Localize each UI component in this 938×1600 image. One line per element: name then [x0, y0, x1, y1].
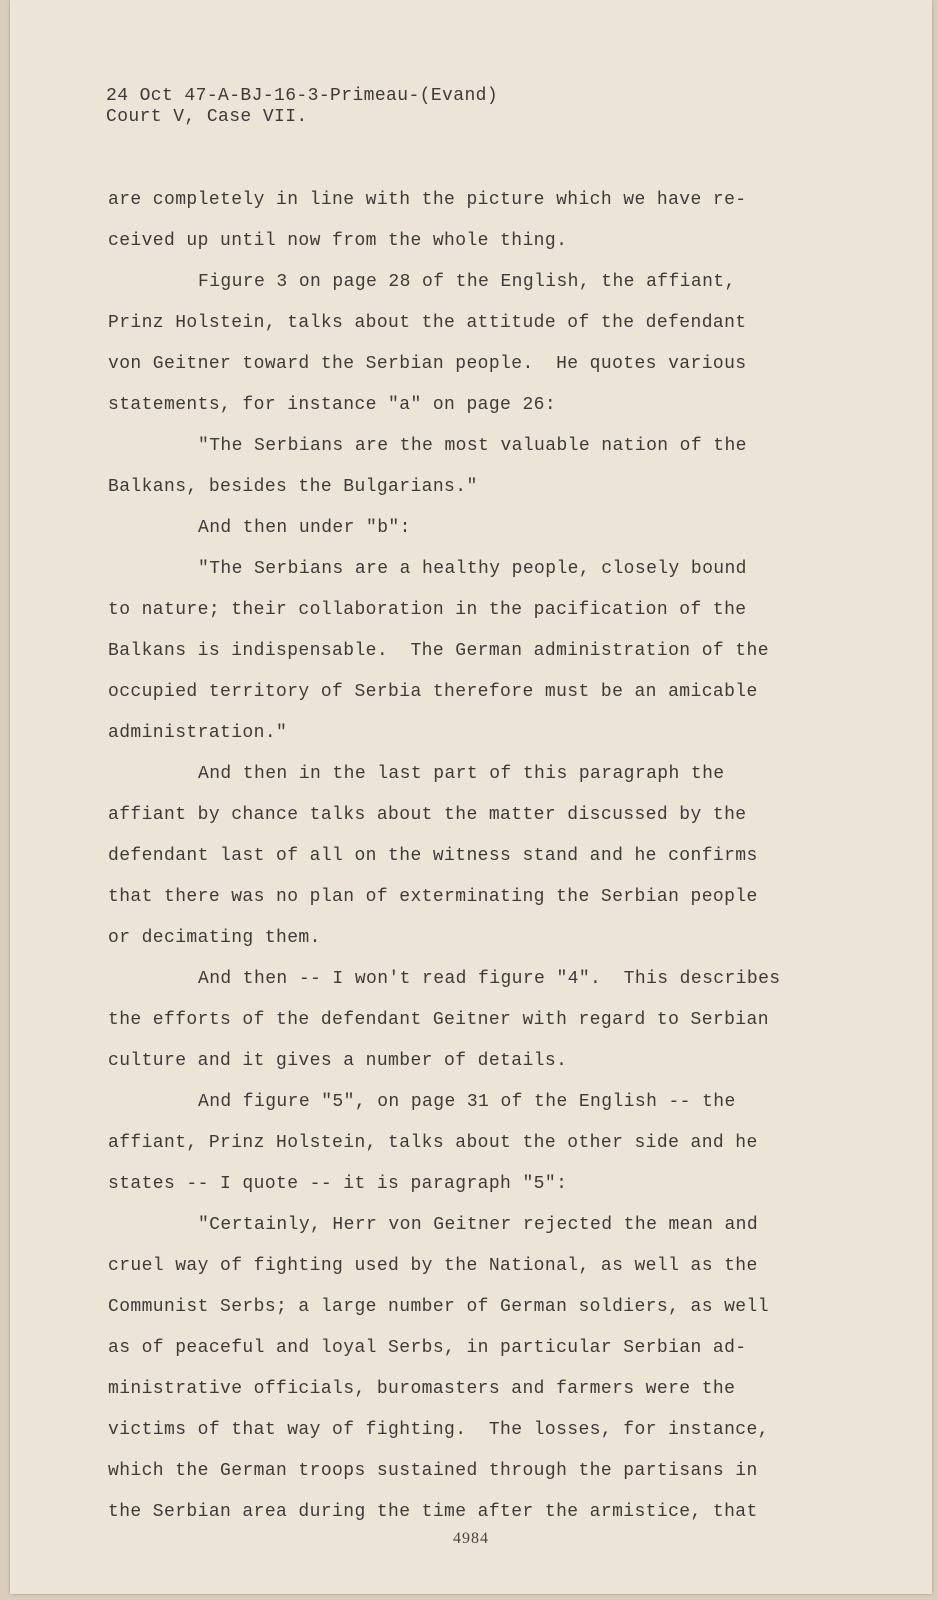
transcript-line: to nature; their collaboration in the pacification of the — [108, 600, 747, 620]
transcript-line: ceived up until now from the whole thing. — [108, 231, 568, 251]
transcript-line: statements, for instance "a" on page 26: — [108, 395, 557, 415]
transcript-line: "The Serbians are the most valuable nation of the — [198, 436, 747, 456]
transcript-line: the efforts of the defendant Geitner with regard to Serbian — [108, 1010, 769, 1030]
transcript-line: ministrative officials, buromasters and farmers were the — [108, 1379, 736, 1399]
page-number: 4984 — [453, 1530, 489, 1547]
transcript-line: culture and it gives a number of details. — [108, 1051, 568, 1071]
transcript-line: And then in the last part of this paragraph the — [198, 764, 725, 784]
transcript-line: cruel way of fighting used by the National, as well as the — [108, 1256, 758, 1276]
header-court-line: Court V, Case VII. — [106, 107, 308, 127]
transcript-line: states -- I quote -- it is paragraph "5": — [108, 1174, 568, 1194]
transcript-body — [108, 180, 868, 1533]
transcript-line: are completely in line with the picture which we have re- — [108, 190, 747, 210]
transcript-line: Communist Serbs; a large number of German soldiers, as well — [108, 1297, 769, 1317]
transcript-line: affiant, Prinz Holstein, talks about the other side and he — [108, 1133, 758, 1153]
transcript-line: which the German troops sustained through the partisans in — [108, 1461, 758, 1481]
transcript-line: Prinz Holstein, talks about the attitude of the defendant — [108, 313, 747, 333]
transcript-line: And then under "b": — [198, 518, 411, 538]
transcript-line: "The Serbians are a healthy people, closely bound — [198, 559, 747, 579]
transcript-line: "Certainly, Herr von Geitner rejected the mean and — [198, 1215, 759, 1235]
transcript-line: affiant by chance talks about the matter discussed by the — [108, 805, 747, 825]
transcript-line: Balkans, besides the Bulgarians." — [108, 477, 478, 497]
transcript-line: defendant last of all on the witness stand and he confirms — [108, 846, 758, 866]
transcript-line: the Serbian area during the time after the armistice, that — [108, 1502, 758, 1522]
transcript-line: Balkans is indispensable. The German administration of the — [108, 641, 769, 661]
header-reference-line: 24 Oct 47-A-BJ-16-3-Primeau-(Evand) — [106, 86, 499, 106]
transcript-line: And figure "5", on page 31 of the English -- the — [198, 1092, 736, 1112]
transcript-line: occupied territory of Serbia therefore must be an amicable — [108, 682, 758, 702]
transcript-line: And then -- I won't read figure "4". This describes — [198, 969, 781, 989]
transcript-line: victims of that way of fighting. The losses, for instance, — [108, 1420, 769, 1440]
transcript-line: administration." — [108, 723, 288, 743]
document-page — [10, 0, 932, 1594]
transcript-line: as of peaceful and loyal Serbs, in particular Serbian ad- — [108, 1338, 747, 1358]
transcript-line: or decimating them. — [108, 928, 321, 948]
document-header — [106, 86, 498, 128]
transcript-line: that there was no plan of exterminating the Serbian people — [108, 887, 758, 907]
transcript-line: Figure 3 on page 28 of the English, the affiant, — [198, 272, 736, 292]
transcript-line: von Geitner toward the Serbian people. He quotes various — [108, 354, 747, 374]
